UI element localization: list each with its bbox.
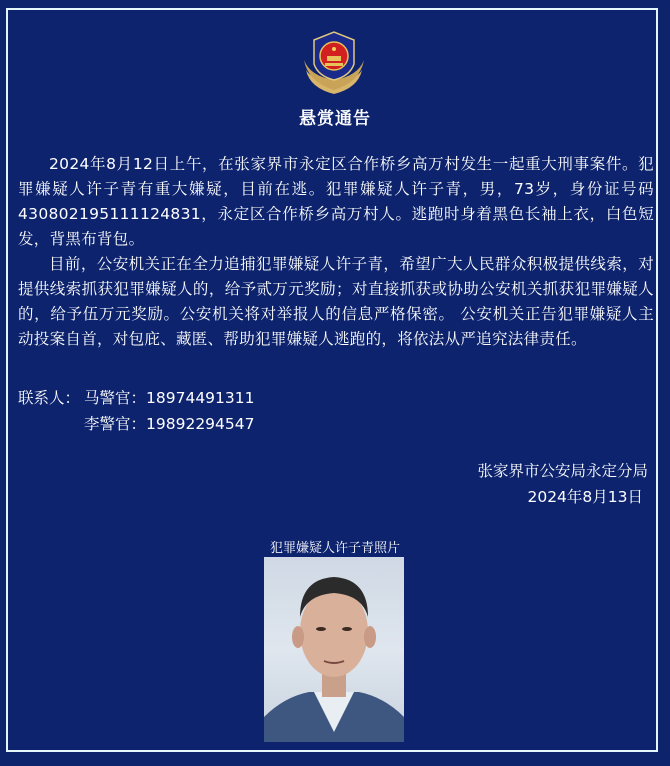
contact-name: 李警官： — [84, 415, 147, 433]
suspect-photo — [264, 557, 404, 742]
signature-date: 2024年8月13日 — [527, 488, 643, 506]
person-portrait-icon — [264, 557, 404, 742]
contact-phone: 18974491311 — [146, 389, 255, 407]
page-title: 悬赏通告 — [299, 109, 371, 129]
contacts-label: 联系人： — [18, 389, 81, 407]
contact-name: 马警官： — [84, 389, 147, 407]
signature-org: 张家界市公安局永定分局 — [477, 462, 648, 480]
signature — [477, 458, 648, 510]
contact-row — [18, 385, 255, 411]
paragraph-reward: 目前，公安机关正在全力追捕犯罪嫌疑人许子青，希望广大人民群众积极提供线索，对提供线索抓获犯罪嫌疑人的，给予贰万元奖励；对直接抓获或协助公安机关抓获犯罪嫌疑人的，给予伍万元奖励。公安机关将对举报人的信息严格保密。 公安机关正告犯罪嫌疑人主动投案自首，对包庇、藏匿、帮助犯罪嫌疑人逃跑的，将依法从严追究法律责任。 — [18, 255, 654, 348]
notice-body — [18, 152, 654, 352]
contacts — [18, 385, 255, 437]
photo-caption: 犯罪嫌疑人许子青照片 — [269, 541, 400, 556]
contact-phone: 19892294547 — [146, 415, 255, 433]
paragraph-incident: 2024年8月12日上午，在张家界市永定区合作桥乡高万村发生一起重大刑事案件。犯罪嫌疑人许子青有重大嫌疑，目前在逃。犯罪嫌疑人许子青，男，73岁，身份证号码430802195111124831，永定区合作桥乡高万村人。逃跑时身着黑色长袖上衣，白色短发，背黑布背包。 — [18, 155, 654, 248]
police-emblem-icon — [300, 30, 368, 96]
contact-row — [18, 411, 255, 437]
